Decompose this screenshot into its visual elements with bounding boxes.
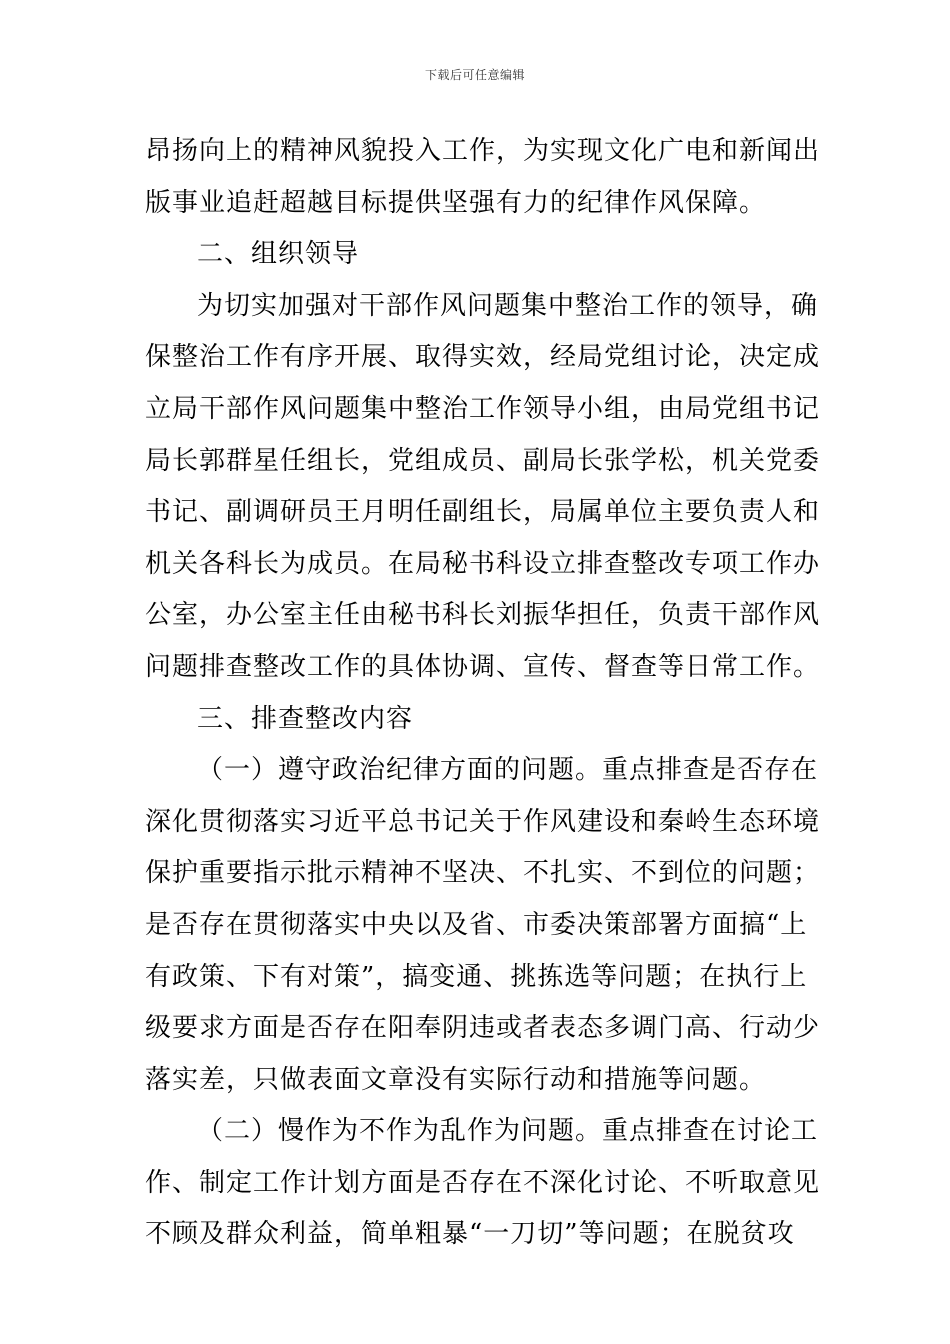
- text-line: （二）慢作为不作为乱作为问题。重点排查在讨论工: [197, 1116, 819, 1147]
- text-line: 级要求方面是否存在阳奉阴违或者表态多调门高、行动少: [145, 1013, 821, 1044]
- text-line: 机关各科长为成员。在局秘书科设立排查整改专项工作办: [145, 548, 821, 579]
- header-note: 下载后可任意编辑: [424, 68, 525, 82]
- text-line: 问题排查整改工作的具体协调、宣传、督查等日常工作。: [145, 651, 821, 682]
- text-line: 作、制定工作计划方面是否存在不深化讨论、不听取意见: [145, 1167, 821, 1198]
- text-line: 书记、副调研员王月明任副组长，局属单位主要负责人和: [145, 497, 821, 528]
- text-line: 深化贯彻落实习近平总书记关于作风建设和秦岭生态环境: [145, 806, 821, 837]
- text-line: 保整治工作有序开展、取得实效，经局党组讨论，决定成: [145, 342, 821, 373]
- document-body: [145, 126, 821, 1261]
- text-line: 立局干部作风问题集中整治工作领导小组，由局党组书记: [145, 393, 821, 424]
- text-line: 保护重要指示批示精神不坚决、不扎实、不到位的问题；: [145, 858, 821, 889]
- section-heading: 二、组织领导: [197, 239, 360, 270]
- text-line: 不顾及群众利益，简单粗暴“一刀切”等问题；在脱贫攻: [145, 1219, 795, 1250]
- text-line: 是否存在贯彻落实中央以及省、市委决策部署方面搞“上: [145, 909, 808, 940]
- text-line: 有政策、下有对策”，搞变通、挑拣选等问题；在执行上: [145, 961, 808, 992]
- text-line: 版事业追赶超越目标提供坚强有力的纪律作风保障。: [145, 187, 767, 218]
- text-line: 为切实加强对干部作风问题集中整治工作的领导，确: [197, 290, 819, 321]
- text-line: 公室，办公室主任由秘书科长刘振华担任，负责干部作风: [145, 600, 821, 631]
- text-line: 落实差，只做表面文章没有实际行动和措施等问题。: [145, 1064, 767, 1095]
- text-line: （一）遵守政治纪律方面的问题。重点排查是否存在: [197, 755, 819, 786]
- text-line: 局长郭群星任组长，党组成员、副局长张学松，机关党委: [145, 445, 821, 476]
- section-heading: 三、排查整改内容: [197, 703, 414, 734]
- text-line: 昂扬向上的精神风貌投入工作，为实现文化广电和新闻出: [145, 136, 821, 166]
